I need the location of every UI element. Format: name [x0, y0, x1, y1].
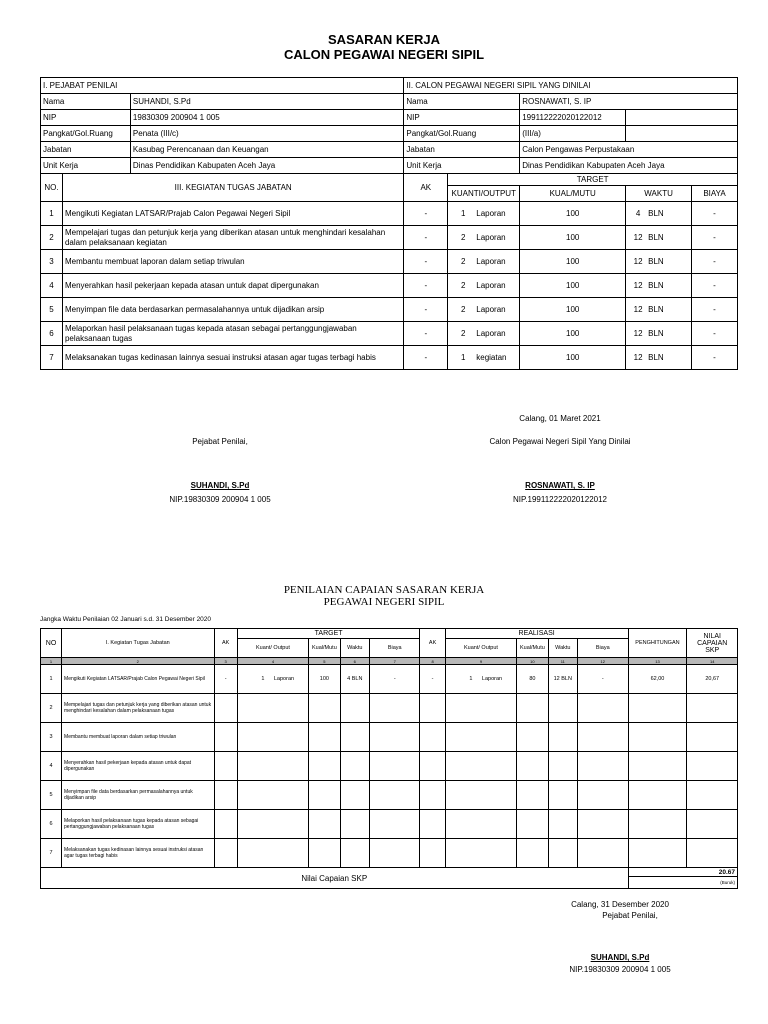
eval-target-kuant	[237, 665, 309, 694]
eval-no: 1	[41, 665, 62, 694]
eval-target-waktu	[340, 781, 369, 810]
task-kuantitas	[448, 250, 520, 274]
eval-r-biaya	[578, 694, 628, 723]
eval-r-unit: Laporan	[481, 676, 503, 682]
eval-t-waktu: 4	[347, 676, 351, 682]
left-label: Jabatan	[41, 142, 131, 158]
eval-no: 2	[41, 694, 62, 723]
task-mutu: 100	[520, 346, 626, 370]
right-value: 199112222020122012	[520, 110, 626, 126]
doc1-right-nip: NIP.199112222020122012	[512, 495, 608, 504]
task-no: 5	[41, 298, 63, 322]
task-mutu: 100	[520, 250, 626, 274]
col-kuant-header: KUANTI/OUTPUT	[448, 186, 520, 202]
eval-r-ak	[420, 839, 445, 868]
eval-r-ak	[420, 723, 445, 752]
eval-r-mutu	[517, 781, 548, 810]
column-number: 13	[628, 658, 687, 665]
eval-t-mutu	[309, 752, 340, 781]
task-waktu	[626, 250, 692, 274]
task-qty: 1	[461, 209, 466, 218]
eval-realisasi-waktu	[548, 665, 577, 694]
eval-t-mutu	[309, 810, 340, 839]
eval-t-biaya	[370, 781, 420, 810]
task-no: 2	[41, 226, 63, 250]
task-no: 7	[41, 346, 63, 370]
column-number: 3	[214, 658, 237, 665]
eval-target-kuant	[237, 810, 309, 839]
eval-r-biaya	[578, 723, 628, 752]
eval-target-kuant	[237, 781, 309, 810]
eval-r-mutu: 80	[517, 665, 548, 694]
task-no: 4	[41, 274, 63, 298]
task-waktu	[626, 226, 692, 250]
info-row	[41, 94, 738, 110]
task-kuantitas	[448, 346, 520, 370]
right-value: Calon Pengawas Perpustakaan	[520, 142, 738, 158]
task-waktu-unit: BLN	[648, 233, 664, 242]
eval-r-mutu	[517, 694, 548, 723]
eval-t-biaya	[370, 694, 420, 723]
eval-nilai	[687, 723, 738, 752]
info-row	[41, 126, 738, 142]
eval-ak	[214, 781, 237, 810]
left-label: Unit Kerja	[41, 158, 131, 174]
eval-realisasi-waktu	[548, 781, 577, 810]
eval-kegiatan: Melaksanakan tugas kedinasan lainnya sesuai instruksi atasan agar tugas terbagi habis	[62, 839, 215, 868]
task-row	[41, 322, 738, 346]
task-unit: Laporan	[476, 281, 506, 290]
doc2-role: Pejabat Penilai,	[602, 911, 658, 920]
task-waktu-unit: BLN	[648, 209, 664, 218]
task-waktu-value: 4	[635, 209, 641, 218]
task-mutu: 100	[520, 202, 626, 226]
task-biaya: -	[692, 298, 738, 322]
cpns-header: II. CALON PEGAWAI NEGERI SIPIL YANG DINILAI	[404, 78, 738, 94]
eval-hitung: 62,00	[628, 665, 687, 694]
eval-nilai	[687, 810, 738, 839]
column-number: 4	[237, 658, 309, 665]
eval-t-wunit: BLN	[351, 676, 363, 682]
task-kegiatan: Mempelajari tugas dan petunjuk kerja yang diberikan atasan untuk menghindari kesalahan dalam pelaksanaan kegiatan	[62, 226, 403, 250]
eval-kegiatan: Menyerahkan hasil pekerjaan kepada atasan untuk dapat dipergunakan	[62, 752, 215, 781]
nilai-capaian-desc: (Buruk)	[628, 877, 738, 889]
task-waktu-value: 12	[633, 257, 643, 266]
task-waktu	[626, 202, 692, 226]
task-waktu-unit: BLN	[648, 329, 664, 338]
doc2-col-r-kuant: Kuant/ Output	[445, 639, 517, 658]
task-qty: 2	[461, 233, 466, 242]
eval-t-mutu	[309, 694, 340, 723]
eval-ak	[214, 723, 237, 752]
task-kuantitas	[448, 298, 520, 322]
eval-realisasi-kuant	[445, 665, 517, 694]
doc1-left-name: SUHANDI, S.Pd	[190, 481, 250, 490]
eval-t-biaya	[370, 839, 420, 868]
eval-r-biaya	[578, 839, 628, 868]
task-waktu-value: 12	[633, 281, 643, 290]
column-number: 14	[687, 658, 738, 665]
task-qty: 2	[461, 281, 466, 290]
eval-hitung	[628, 781, 687, 810]
right-label: Nama	[404, 94, 520, 110]
eval-r-biaya	[578, 752, 628, 781]
task-kegiatan: Menyimpan file data berdasarkan permasalahannya untuk dijadikan arsip	[62, 298, 403, 322]
task-ak: -	[404, 322, 448, 346]
task-biaya: -	[692, 202, 738, 226]
eval-row	[41, 665, 738, 694]
doc2-col-t-biaya: Biaya	[370, 639, 420, 658]
eval-realisasi-waktu	[548, 810, 577, 839]
eval-t-biaya: -	[370, 665, 420, 694]
task-waktu-unit: BLN	[648, 353, 664, 362]
left-value: Penata (III/c)	[130, 126, 403, 142]
eval-no: 7	[41, 839, 62, 868]
left-value: 19830309 200904 1 005	[130, 110, 403, 126]
doc2-col-realisasi: REALISASI	[445, 629, 628, 639]
task-qty: 1	[461, 353, 466, 362]
task-unit: Laporan	[476, 329, 506, 338]
eval-target-kuant	[237, 752, 309, 781]
column-number: 9	[445, 658, 517, 665]
eval-no: 4	[41, 752, 62, 781]
eval-r-biaya	[578, 810, 628, 839]
eval-t-mutu	[309, 839, 340, 868]
left-label: Nama	[41, 94, 131, 110]
task-row	[41, 346, 738, 370]
task-qty: 2	[461, 329, 466, 338]
task-unit: Laporan	[476, 305, 506, 314]
eval-t-mutu	[309, 723, 340, 752]
task-qty: 2	[461, 257, 466, 266]
eval-ak	[214, 752, 237, 781]
eval-target-kuant	[237, 839, 309, 868]
doc2-nip: NIP.19830309 200904 1 005	[569, 965, 671, 974]
task-unit: Laporan	[476, 257, 506, 266]
eval-t-unit: Laporan	[273, 676, 295, 682]
task-waktu-value: 12	[633, 353, 643, 362]
eval-target-waktu	[340, 810, 369, 839]
task-kuantitas	[448, 322, 520, 346]
task-qty: 2	[461, 305, 466, 314]
task-unit: Laporan	[476, 233, 506, 242]
doc2-title-line1: PENILAIAN CAPAIAN SASARAN KERJA	[283, 584, 485, 596]
eval-r-qty: 1	[469, 676, 473, 682]
eval-t-mutu	[309, 781, 340, 810]
doc2-name: SUHANDI, S.Pd	[590, 953, 650, 962]
column-number: 7	[370, 658, 420, 665]
eval-realisasi-waktu	[548, 752, 577, 781]
task-waktu	[626, 298, 692, 322]
eval-hitung	[628, 839, 687, 868]
task-biaya: -	[692, 226, 738, 250]
task-ak: -	[404, 202, 448, 226]
col-no-header: NO.	[41, 174, 63, 202]
column-number: 11	[548, 658, 577, 665]
task-row	[41, 298, 738, 322]
task-row	[41, 202, 738, 226]
eval-r-mutu	[517, 810, 548, 839]
task-waktu-value: 12	[633, 305, 643, 314]
eval-nilai	[687, 781, 738, 810]
eval-nilai	[687, 752, 738, 781]
task-ak: -	[404, 250, 448, 274]
eval-row	[41, 752, 738, 781]
eval-r-ak: -	[420, 665, 445, 694]
task-waktu-unit: BLN	[648, 281, 664, 290]
task-waktu	[626, 274, 692, 298]
eval-t-mutu: 100	[309, 665, 340, 694]
eval-kegiatan: Mengikuti Kegiatan LATSAR/Prajab Calon Pegawai Negeri Sipil	[62, 665, 215, 694]
eval-r-mutu	[517, 839, 548, 868]
col-target-header: TARGET	[448, 174, 738, 186]
info-row	[41, 158, 738, 174]
eval-kegiatan: Menyimpan file data berdasarkan permasalahannya untuk dijadikan arsip	[62, 781, 215, 810]
eval-r-ak	[420, 781, 445, 810]
column-number: 1	[41, 658, 62, 665]
task-kegiatan: Mengikuti Kegiatan LATSAR/Prajab Calon Pegawai Negeri Sipil	[62, 202, 403, 226]
empty-cell	[626, 126, 738, 142]
task-waktu-value: 12	[633, 329, 643, 338]
col-ak-header: AK	[404, 174, 448, 202]
pejabat-penilai-header: I. PEJABAT PENILAI	[41, 78, 404, 94]
doc2-col-penghitungan: PENGHITUNGAN	[628, 629, 687, 658]
col-biaya-header: BIAYA	[692, 186, 738, 202]
task-biaya: -	[692, 346, 738, 370]
doc2-col-no: NO	[41, 629, 62, 658]
task-ak: -	[404, 226, 448, 250]
eval-realisasi-waktu	[548, 723, 577, 752]
doc2-col-kegiatan: I. Kegiatan Tugas Jabatan	[62, 629, 215, 658]
eval-r-mutu	[517, 752, 548, 781]
eval-hitung	[628, 810, 687, 839]
task-waktu-value: 12	[633, 233, 643, 242]
eval-no: 3	[41, 723, 62, 752]
eval-r-biaya: -	[578, 665, 628, 694]
col-kual-header: KUAL/MUTU	[520, 186, 626, 202]
eval-no: 5	[41, 781, 62, 810]
eval-r-ak	[420, 810, 445, 839]
task-kuantitas	[448, 274, 520, 298]
column-number: 6	[340, 658, 369, 665]
eval-t-biaya	[370, 723, 420, 752]
column-number: 8	[420, 658, 445, 665]
column-number: 2	[62, 658, 215, 665]
nilai-capaian-value: 20.67	[628, 868, 738, 877]
eval-target-waktu	[340, 839, 369, 868]
left-value: SUHANDI, S.Pd	[130, 94, 403, 110]
task-waktu-unit: BLN	[648, 257, 664, 266]
task-ak: -	[404, 346, 448, 370]
right-label: NIP	[404, 110, 520, 126]
eval-ak	[214, 839, 237, 868]
eval-kegiatan: Mempelajari tugas dan petunjuk kerja yang diberikan atasan untuk menghindari kesalahan dalam pelaksanaan tugas	[62, 694, 215, 723]
left-value: Dinas Pendidikan Kabupaten Aceh Jaya	[130, 158, 403, 174]
left-value: Kasubag Perencanaan dan Keuangan	[130, 142, 403, 158]
doc2-title-line2: PEGAWAI NEGERI SIPIL	[323, 596, 445, 608]
eval-target-waktu	[340, 752, 369, 781]
doc2-col-r-biaya: Biaya	[578, 639, 628, 658]
task-no: 1	[41, 202, 63, 226]
eval-row	[41, 694, 738, 723]
task-kuantitas	[448, 226, 520, 250]
task-ak: -	[404, 298, 448, 322]
eval-realisasi-kuant	[445, 839, 517, 868]
task-biaya: -	[692, 274, 738, 298]
doc2-place-date: Calang, 31 Desember 2020	[571, 900, 669, 909]
penilaian-capaian-table	[40, 628, 738, 889]
task-kegiatan: Membantu membuat laporan dalam setiap triwulan	[62, 250, 403, 274]
info-row	[41, 142, 738, 158]
task-biaya: -	[692, 322, 738, 346]
eval-row	[41, 839, 738, 868]
eval-r-mutu	[517, 723, 548, 752]
doc2-col-r-waktu: Waktu	[548, 639, 577, 658]
task-row	[41, 274, 738, 298]
eval-r-waktu: 12	[553, 676, 560, 682]
task-biaya: -	[692, 250, 738, 274]
nilai-capaian-label: Nilai Capaian SKP	[41, 868, 629, 889]
empty-cell	[626, 110, 738, 126]
task-unit: kegiatan	[476, 353, 507, 362]
eval-hitung	[628, 723, 687, 752]
task-kuantitas	[448, 202, 520, 226]
left-label: Pangkat/Gol.Ruang	[41, 126, 131, 142]
column-number: 10	[517, 658, 548, 665]
doc1-place-date: Calang, 01 Maret 2021	[519, 414, 601, 423]
col-kegiatan-header: III. KEGIATAN TUGAS JABATAN	[62, 174, 403, 202]
task-kegiatan: Menyerahkan hasil pekerjaan kepada atasan untuk dapat dipergunakan	[62, 274, 403, 298]
eval-r-ak	[420, 752, 445, 781]
eval-realisasi-kuant	[445, 810, 517, 839]
doc2-col-r-kual: Kual/Mutu	[517, 639, 548, 658]
eval-hitung	[628, 752, 687, 781]
eval-kegiatan: Melaporkan hasil pelaksanaan tugas kepada atasan sebagai pertanggungjawaban pelaksanaan tugas	[62, 810, 215, 839]
doc2-col-t-waktu: Waktu	[340, 639, 369, 658]
sasaran-kerja-table	[40, 77, 738, 370]
eval-ak: -	[214, 665, 237, 694]
right-label: Unit Kerja	[404, 158, 520, 174]
task-row	[41, 226, 738, 250]
doc1-right-role: Calon Pegawai Negeri Sipil Yang Dinilai	[489, 437, 631, 446]
eval-row	[41, 810, 738, 839]
task-mutu: 100	[520, 322, 626, 346]
right-label: Jabatan	[404, 142, 520, 158]
task-unit: Laporan	[476, 209, 506, 218]
eval-no: 6	[41, 810, 62, 839]
doc2-col-ak-realisasi: AK	[420, 629, 445, 658]
eval-t-qty: 1	[261, 676, 265, 682]
task-waktu-unit: BLN	[648, 305, 664, 314]
doc2-period: Jangka Waktu Penilaian 02 Januari s.d. 31 Desember 2020	[40, 616, 212, 623]
doc2-col-nilai: NILAI CAPAIAN SKP	[687, 629, 738, 658]
task-mutu: 100	[520, 274, 626, 298]
eval-target-waktu	[340, 665, 369, 694]
task-waktu	[626, 346, 692, 370]
task-no: 6	[41, 322, 63, 346]
task-row	[41, 250, 738, 274]
eval-realisasi-kuant	[445, 752, 517, 781]
task-no: 3	[41, 250, 63, 274]
doc2-col-t-kuant: Kuant/ Output	[237, 639, 309, 658]
eval-target-waktu	[340, 694, 369, 723]
eval-realisasi-kuant	[445, 781, 517, 810]
doc1-left-role: Pejabat Penilai,	[192, 437, 248, 446]
eval-realisasi-kuant	[445, 723, 517, 752]
info-row	[41, 110, 738, 126]
left-label: NIP	[41, 110, 131, 126]
eval-realisasi-waktu	[548, 839, 577, 868]
right-value: (III/a)	[520, 126, 626, 142]
col-waktu-header: WAKTU	[626, 186, 692, 202]
eval-realisasi-waktu	[548, 694, 577, 723]
task-mutu: 100	[520, 298, 626, 322]
eval-t-biaya	[370, 752, 420, 781]
column-number: 12	[578, 658, 628, 665]
doc1-left-nip: NIP.19830309 200904 1 005	[169, 495, 271, 504]
eval-r-biaya	[578, 781, 628, 810]
task-waktu	[626, 322, 692, 346]
eval-r-wunit: BLN	[561, 676, 572, 682]
doc1-right-name: ROSNAWATI, S. IP	[525, 481, 595, 490]
doc2-col-target: TARGET	[237, 629, 420, 639]
right-value: ROSNAWATI, S. IP	[520, 94, 738, 110]
doc1-title-line1: SASARAN KERJA	[328, 32, 440, 47]
eval-t-biaya	[370, 810, 420, 839]
task-kegiatan: Melaksanakan tugas kedinasan lainnya sesuai instruksi atasan agar tugas terbagi habis	[62, 346, 403, 370]
task-ak: -	[404, 274, 448, 298]
eval-nilai	[687, 839, 738, 868]
task-mutu: 100	[520, 226, 626, 250]
eval-hitung	[628, 694, 687, 723]
eval-ak	[214, 694, 237, 723]
eval-r-ak	[420, 694, 445, 723]
right-label: Pangkat/Gol.Ruang	[404, 126, 520, 142]
eval-row	[41, 723, 738, 752]
eval-target-kuant	[237, 723, 309, 752]
eval-nilai: 20,67	[687, 665, 738, 694]
eval-nilai	[687, 694, 738, 723]
eval-target-kuant	[237, 694, 309, 723]
task-kegiatan: Melaporkan hasil pelaksanaan tugas kepada atasan sebagai pertanggungjawaban pelaksanaan tugas	[62, 322, 403, 346]
eval-ak	[214, 810, 237, 839]
eval-row	[41, 781, 738, 810]
column-number: 5	[309, 658, 340, 665]
eval-kegiatan: Membantu membuat laporan dalam setiap triwulan	[62, 723, 215, 752]
right-value: Dinas Pendidikan Kabupaten Aceh Jaya	[520, 158, 738, 174]
doc2-col-ak: AK	[214, 629, 237, 658]
column-number-row	[41, 658, 738, 665]
eval-realisasi-kuant	[445, 694, 517, 723]
eval-target-waktu	[340, 723, 369, 752]
doc2-col-t-kual: Kual/Mutu	[309, 639, 340, 658]
doc1-title-line2: CALON PEGAWAI NEGERI SIPIL	[283, 47, 485, 62]
